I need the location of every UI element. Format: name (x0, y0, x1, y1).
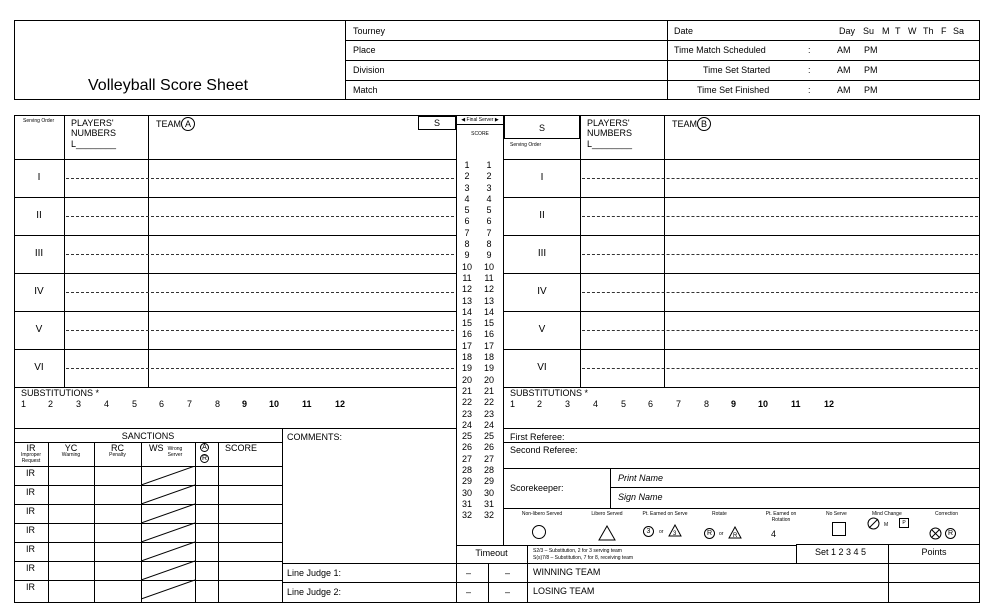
final-server-label: ◀ Final Server ▶ (461, 117, 499, 123)
team-b-rotation-2: II (539, 210, 545, 221)
svg-text:3: 3 (673, 531, 677, 537)
day-label: Day (839, 26, 856, 36)
score-column-a: 1 2 3 4 5 6 7 8 9 10 11 12 13 14 15 16 17 18 19 20 21 22 23 24 25 26 27 28 29 30 31 32 (461, 160, 472, 521)
team-a-l-field[interactable]: L________ (71, 139, 117, 149)
a-circle-icon: A (200, 443, 209, 452)
comments-label: COMMENTS: (287, 432, 342, 442)
day-m: M (882, 26, 890, 36)
mind-change-circle-slash-icon (867, 517, 880, 530)
first-referee-label: First Referee: (510, 432, 565, 442)
svg-text:R: R (733, 533, 738, 539)
division-label: Division (353, 65, 385, 75)
team-a-rotation-3: III (34, 248, 44, 259)
ir-row-2[interactable]: IR (26, 487, 35, 497)
rotate-triangle-icon (728, 526, 742, 539)
day-t: T (895, 26, 901, 36)
score-column-b: 1 2 3 4 5 6 7 8 9 10 11 12 13 14 15 16 17 18 19 20 21 22 23 24 25 26 27 28 29 30 31 32 (483, 160, 494, 521)
legend-or-1: or (659, 529, 664, 535)
ws-diagonals (141, 466, 195, 603)
sanctions-score-header: SCORE (225, 443, 258, 453)
legend-rotate: Rotate (712, 511, 727, 517)
legend-no-serve: No Serve (826, 511, 847, 517)
timeout-b-1[interactable]: – (505, 568, 511, 578)
rotate-circle-icon: R (704, 528, 715, 539)
team-b-substitutions-label: SUBSTITUTIONS * (510, 388, 589, 398)
place-label: Place (353, 45, 376, 55)
team-a-serving-order: Serving Order (23, 118, 55, 124)
team-a-rotation-5: V (35, 324, 43, 335)
team-b-circle-icon: B (697, 117, 711, 131)
score-header: SCORE (471, 131, 489, 137)
day-f: F (941, 26, 947, 36)
ir-row-4[interactable]: IR (26, 525, 35, 535)
sanctions-title: SANCTIONS (121, 431, 175, 441)
team-a-label: TEAM (156, 119, 182, 129)
line-judge-2-label: Line Judge 2: (287, 587, 342, 597)
team-a-rotation-6: VI (34, 362, 44, 373)
date-label: Date (674, 26, 694, 36)
team-b-rotation-3: III (537, 248, 547, 259)
sub-note-1: S2/3 – Substitution, 2 for 3 serving team (533, 548, 622, 554)
pm-label: PM (864, 45, 878, 55)
team-a-rotation-4: IV (34, 286, 44, 297)
libero-triangle-icon (598, 525, 616, 541)
print-name-label: Print Name (618, 473, 664, 483)
timeout-label: Timeout (475, 548, 508, 558)
team-a-circle-icon: A (181, 117, 195, 131)
legend-non-libero: Non-libero Served (521, 511, 563, 517)
team-b-s-box: S (504, 115, 580, 139)
legend-or-2: or (719, 531, 724, 537)
ir-subheader: Improper Request (20, 452, 41, 464)
mind-change-p-box: P (899, 518, 909, 528)
ir-row-3[interactable]: IR (26, 506, 35, 516)
timeout-a-2[interactable]: – (466, 587, 472, 597)
legend-mind-change: Mind Change (872, 511, 902, 517)
team-a-substitutions-label: SUBSTITUTIONS * (21, 388, 100, 398)
am-label: AM (837, 85, 851, 95)
mind-change-m: M (884, 522, 889, 528)
match-label: Match (353, 85, 378, 95)
ws-subheader: Wrong Server (167, 446, 183, 458)
pt-serve-circle-icon: 3 (643, 526, 654, 537)
am-label: AM (837, 65, 851, 75)
ir-row-7[interactable]: IR (26, 582, 35, 592)
team-b-rotation-4: IV (537, 286, 547, 297)
day-w: W (908, 26, 917, 36)
ir-row-5[interactable]: IR (26, 544, 35, 554)
rc-subheader: Penalty (109, 452, 126, 458)
timeout-a-1[interactable]: – (466, 568, 472, 578)
team-a-s-box: S (418, 116, 456, 130)
page-title: Volleyball Score Sheet (88, 77, 249, 94)
pt-serve-triangle-icon (668, 524, 682, 537)
time-set-finished-label: Time Set Finished (697, 85, 770, 95)
correction-x-circle-icon (929, 527, 942, 540)
timeout-b-2[interactable]: – (505, 587, 511, 597)
am-label: AM (837, 45, 851, 55)
team-a-players-numbers: PLAYERS' NUMBERS (71, 118, 117, 138)
team-b-rotation-1: I (540, 172, 544, 183)
yc-subheader: Warning (61, 452, 81, 458)
legend-pt-rotation: Pt. Earned on Rotation (765, 511, 797, 523)
pm-label: PM (864, 85, 878, 95)
legend-libero: Libero Served (591, 511, 623, 517)
points-label: Points (921, 547, 947, 557)
ir-header: IR (26, 443, 36, 453)
header-box: Volleyball Score Sheet Tourney Place Division Match Date Day Su M T W Th F Sa Time Match Scheduled Time Set Started Time Set Finished : : : AM PM AM PM AM PM (14, 20, 980, 100)
no-serve-square-icon (832, 522, 846, 536)
line-judge-1-label: Line Judge 1: (287, 568, 342, 578)
team-a-rotation-2: II (36, 210, 42, 221)
pt-rotation-value: 4 (771, 529, 777, 539)
team-b-l-field[interactable]: L________ (587, 139, 633, 149)
day-sa: Sa (953, 26, 965, 36)
team-b-players-numbers: PLAYERS' NUMBERS (587, 118, 633, 138)
time-match-scheduled-label: Time Match Scheduled (674, 45, 766, 55)
ir-row-1[interactable]: IR (26, 468, 35, 478)
correction-r-circle-icon: R (945, 528, 956, 539)
non-libero-circle-icon (532, 525, 546, 539)
time-set-started-label: Time Set Started (703, 65, 771, 75)
ir-row-6[interactable]: IR (26, 563, 35, 573)
team-b-rotation-6: VI (537, 362, 547, 373)
second-referee-label: Second Referee: (510, 445, 578, 455)
set-label: Set 1 2 3 4 5 (815, 547, 867, 557)
tourney-label: Tourney (353, 26, 386, 36)
legend-pt-serve: Pt. Earned on Serve (642, 511, 688, 517)
rc-header: RC (111, 443, 124, 453)
day-su: Su (863, 26, 875, 36)
team-b-rotation-5: V (538, 324, 546, 335)
losing-team-label: LOSING TEAM (533, 586, 595, 596)
sub-note-2: S(s)7/8 – Substitution, 7 for 8, receiving team (533, 555, 634, 561)
scorekeeper-label: Scorekeeper: (510, 483, 564, 493)
ws-header: WS (149, 443, 164, 453)
sign-name-label: Sign Name (618, 492, 663, 502)
legend-correction: Correction (935, 511, 959, 517)
team-b-label: TEAM (672, 119, 698, 129)
winning-team-label: WINNING TEAM (533, 567, 601, 577)
pm-label: PM (864, 65, 878, 75)
team-b-serving-order: Serving Order (510, 142, 542, 148)
team-a-rotation-1: I (37, 172, 41, 183)
yc-header: YC (64, 443, 78, 453)
r-circle-icon: R (201, 455, 208, 462)
day-th: Th (923, 26, 934, 36)
